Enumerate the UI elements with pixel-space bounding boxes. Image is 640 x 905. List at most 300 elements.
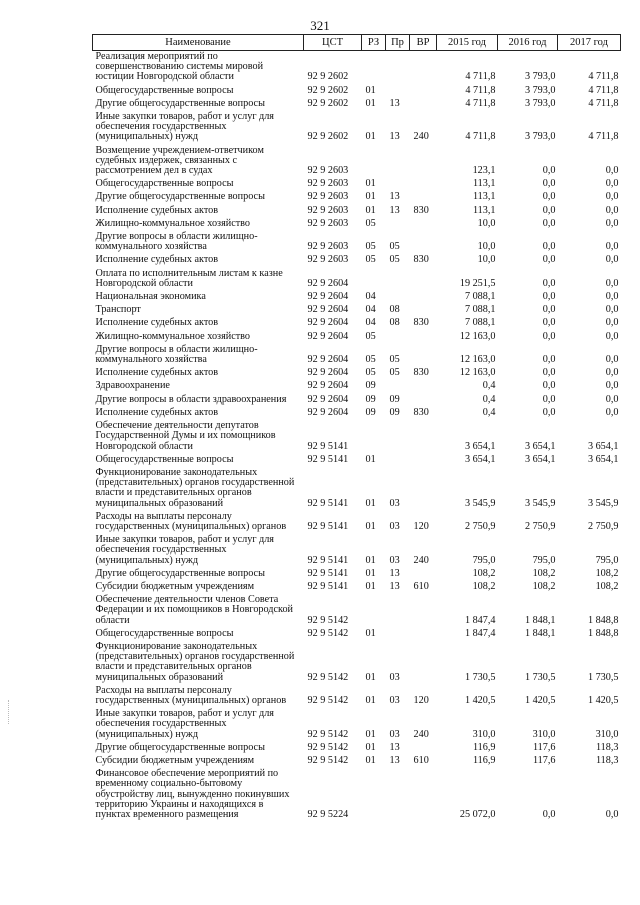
cell-rz: 01 [365,191,376,203]
cell-2017: 4 711,8 [588,131,619,143]
cell-vr [410,291,437,304]
cell-vr: 240 [413,131,429,143]
cell-2017: 0,0 [605,165,619,177]
cell-2016: 3 793,0 [524,84,556,96]
table-row [93,111,621,145]
cell-rz [362,268,386,291]
cell-2015: 4 711,8 [465,84,496,96]
cell-cst: 92 9 5141 [307,520,349,532]
cell-pr [386,218,410,231]
cell-rz: 05 [365,254,376,266]
cell-2017: 0,0 [605,367,619,379]
cell-2017: 0,0 [605,317,619,329]
cell-2015: 12 163,0 [459,330,496,342]
table-row [93,768,621,822]
cell-2015: 4 711,8 [465,97,496,109]
table-row [93,205,621,218]
cell-2016: 0,0 [542,317,556,329]
cell-2017: 0,0 [605,204,619,216]
cell-pr: 03 [389,671,400,683]
cell-cst: 92 9 5142 [307,728,349,740]
cell-vr [410,145,437,179]
cell-2015: 10,0 [477,241,496,253]
cell-vr [410,98,437,111]
cell-vr: 830 [413,367,429,379]
table-row [93,98,621,111]
cell-2015: 7 088,1 [464,304,496,316]
cell-2016: 0,0 [542,354,556,366]
cell-2015: 10,0 [477,254,496,266]
cell-vr [410,768,437,822]
cell-name: Обеспечение деятельности членов Совета Федерации и их помощников в Новгородской области [95,594,293,626]
cell-2015: 19 251,5 [459,277,496,289]
cell-cst: 92 9 2603 [307,241,349,253]
cell-name: Исполнение судебных актов [95,317,219,329]
table-header-row [93,35,621,51]
cell-2017: 0,0 [605,406,619,418]
cell-2016: 0,0 [542,204,556,216]
cell-cst: 92 9 2603 [307,204,349,216]
cell-2015: 113,1 [472,178,496,190]
cell-name: Здравоохранение [95,380,170,392]
cell-2015: 1 730,5 [464,671,496,683]
table-row [93,218,621,231]
table-row [93,420,621,454]
cell-cst: 92 9 2603 [307,191,349,203]
cell-2016: 1 420,5 [524,694,556,706]
cell-2016: 3 793,0 [524,131,556,143]
cell-name: Общегосударственные вопросы [95,84,234,96]
cell-cst: 92 9 2602 [307,84,349,96]
cell-2016: 0,0 [542,330,556,342]
cell-rz: 04 [365,317,376,329]
cell-pr: 13 [389,191,400,203]
cell-2015: 1 847,4 [464,614,496,626]
cell-vr [410,394,437,407]
cell-2015: 3 654,1 [464,440,496,452]
cell-rz: 04 [365,304,376,316]
table-row [93,755,621,768]
cell-cst: 92 9 2604 [307,277,349,289]
cell-2016: 2 750,9 [524,520,556,532]
cell-cst: 92 9 2604 [307,393,349,405]
table-row [93,178,621,191]
header-2015: 2015 год [437,35,498,51]
header-2017: 2017 год [558,35,621,51]
cell-pr: 05 [389,241,400,253]
cell-2017: 118,3 [595,754,619,766]
table-row [93,380,621,393]
cell-2017: 2 750,9 [587,520,619,532]
cell-2016: 0,0 [542,809,556,820]
cell-2016: 0,0 [542,393,556,405]
cell-cst: 92 9 5142 [307,754,349,766]
cell-rz [362,768,386,822]
cell-2015: 3 545,9 [464,497,496,509]
table-row [93,344,621,367]
cell-name: Финансовое обеспечение мероприятий по временному социально-бытовому обустройству лиц, вынужденно покинувших территорию Украины и находящихся в пунктах временного размещения [95,768,290,820]
cell-2016: 0,0 [542,291,556,303]
cell-pr [386,454,410,467]
header-name: Наименование [93,35,304,51]
cell-name: Иные закупки товаров, работ и услуг для обеспечения государственных (муниципальных) нужд [95,534,274,566]
cell-rz: 01 [365,84,376,96]
cell-2017: 4 711,8 [588,71,619,83]
cell-name: Оплата по исполнительным листам к казне Новгородской области [95,267,283,289]
cell-vr [410,85,437,98]
cell-cst: 92 9 2604 [307,330,349,342]
cell-pr: 05 [389,354,400,366]
cell-cst: 92 9 5141 [307,497,349,509]
cell-name: Субсидии бюджетным учреждениям [95,754,255,766]
cell-2016: 0,0 [542,277,556,289]
table-row [93,367,621,380]
cell-name: Исполнение судебных актов [95,367,219,379]
cell-cst: 92 9 5224 [307,809,349,820]
cell-pr: 13 [389,741,400,753]
cell-cst: 92 9 2603 [307,217,349,229]
cell-cst: 92 9 2604 [307,380,349,392]
cell-vr [410,268,437,291]
cell-rz: 01 [365,131,376,143]
cell-pr [386,268,410,291]
cell-2015: 1 847,4 [464,627,496,639]
cell-pr [386,145,410,179]
table-row [93,394,621,407]
cell-2017: 1 730,5 [587,671,619,683]
cell-rz: 01 [365,204,376,216]
cell-cst: 92 9 2603 [307,254,349,266]
table-row [93,331,621,344]
cell-rz: 09 [365,380,376,392]
cell-pr: 13 [389,567,400,579]
cell-vr: 830 [413,254,429,266]
cell-2015: 0,4 [482,406,496,418]
table-row [93,685,621,708]
cell-2017: 1 848,8 [587,627,619,639]
cell-rz [362,145,386,179]
cell-2017: 108,2 [595,580,619,592]
cell-vr [410,331,437,344]
cell-name: Возмещение учреждением-ответчиком судебных издержек, связанных с рассмотрением дел в судах [95,144,264,177]
table-row [93,304,621,317]
cell-2015: 108,2 [472,567,496,579]
cell-cst: 92 9 5142 [307,741,349,753]
cell-2016: 117,6 [532,754,556,766]
cell-2015: 3 654,1 [464,453,496,465]
cell-rz: 01 [365,453,376,465]
cell-name: Другие общегосударственные вопросы [95,741,265,753]
cell-rz: 04 [365,291,376,303]
cell-cst: 92 9 5141 [307,554,349,566]
cell-2016: 117,6 [532,741,556,753]
cell-rz: 05 [365,330,376,342]
cell-name: Жилищно-коммунальное хозяйство [95,217,251,229]
table-row [93,594,621,628]
cell-2017: 0,0 [605,393,619,405]
cell-pr: 13 [389,131,400,143]
cell-cst: 92 9 5141 [307,567,349,579]
table-row [93,254,621,267]
cell-pr: 08 [389,304,400,316]
cell-cst: 92 9 2603 [307,165,349,177]
cell-name: Исполнение судебных актов [95,204,219,216]
cell-pr: 09 [389,393,400,405]
cell-vr [410,380,437,393]
cell-2017: 3 654,1 [587,440,619,452]
cell-vr: 830 [413,317,429,329]
cell-pr: 13 [389,204,400,216]
cell-2016: 0,0 [542,217,556,229]
cell-2017: 0,0 [605,191,619,203]
cell-pr: 13 [389,580,400,592]
cell-2017: 310,0 [595,728,619,740]
cell-rz [362,420,386,454]
cell-2016: 3 793,0 [524,71,556,83]
cell-rz: 01 [365,497,376,509]
cell-name: Субсидии бюджетным учреждениям [95,580,255,592]
table-row [93,291,621,304]
cell-pr: 05 [389,254,400,266]
cell-vr [410,231,437,254]
cell-pr: 13 [389,97,400,109]
cell-2016: 0,0 [542,406,556,418]
cell-2017: 0,0 [605,304,619,316]
table-row [93,742,621,755]
cell-2017: 118,3 [595,741,619,753]
cell-vr: 120 [413,694,429,706]
cell-2017: 0,0 [605,277,619,289]
cell-2015: 12 163,0 [459,354,496,366]
cell-vr [410,742,437,755]
table-row [93,467,621,511]
cell-vr: 240 [413,728,429,740]
cell-2015: 113,1 [472,191,496,203]
cell-vr [410,420,437,454]
table-row [93,454,621,467]
cell-cst: 92 9 2602 [307,131,349,143]
cell-cst: 92 9 5142 [307,614,349,626]
cell-name: Другие общегосударственные вопросы [95,97,265,109]
cell-vr: 610 [413,580,429,592]
cell-2017: 0,0 [605,354,619,366]
cell-cst: 92 9 2603 [307,178,349,190]
cell-2015: 4 711,8 [465,131,496,143]
cell-pr: 03 [389,694,400,706]
table-row [93,511,621,534]
cell-2015: 7 088,1 [464,317,496,329]
cell-2015: 2 750,9 [464,520,496,532]
cell-vr [410,594,437,628]
cell-vr [410,51,437,85]
cell-2015: 113,1 [472,204,496,216]
table-row [93,231,621,254]
cell-2017: 0,0 [605,809,619,820]
cell-rz [362,594,386,628]
header-2016: 2016 год [498,35,558,51]
cell-vr: 120 [413,520,429,532]
cell-rz: 05 [365,367,376,379]
cell-pr [386,51,410,85]
cell-cst: 92 9 2604 [307,304,349,316]
header-rz: РЗ [362,35,386,51]
cell-cst: 92 9 5141 [307,440,349,452]
cell-2016: 0,0 [542,304,556,316]
table-row [93,145,621,179]
cell-2015: 0,4 [482,393,496,405]
cell-2016: 3 793,0 [524,97,556,109]
cell-2016: 1 848,1 [524,627,556,639]
cell-2017: 1 848,8 [587,614,619,626]
cell-2017: 0,0 [605,178,619,190]
cell-cst: 92 9 2604 [307,367,349,379]
cell-2015: 108,2 [472,580,496,592]
cell-2017: 1 420,5 [587,694,619,706]
cell-cst: 92 9 2602 [307,97,349,109]
cell-cst: 92 9 5142 [307,694,349,706]
cell-name: Исполнение судебных актов [95,406,219,418]
cell-name: Обеспечение деятельности депутатов Государственной Думы и их помощников Новгородской области [95,420,276,452]
cell-name: Жилищно-коммунальное хозяйство [95,330,251,342]
cell-pr [386,768,410,822]
cell-pr: 09 [389,406,400,418]
cell-pr: 05 [389,367,400,379]
cell-vr: 610 [413,754,429,766]
cell-2016: 3 654,1 [524,440,556,452]
cell-name: Другие вопросы в области жилищно-коммунального хозяйства [95,343,258,366]
cell-2016: 108,2 [532,580,556,592]
cell-2017: 4 711,8 [588,97,619,109]
cell-pr: 03 [389,497,400,509]
cell-cst: 92 9 2604 [307,317,349,329]
cell-vr [410,454,437,467]
cell-2016: 0,0 [542,380,556,392]
cell-rz: 05 [365,241,376,253]
cell-rz: 01 [365,178,376,190]
cell-vr [410,568,437,581]
cell-name: Функционирование законодательных (представительных) органов государственной власти и представительных органов муниципальных образований [95,466,295,509]
table-row [93,407,621,420]
cell-name: Расходы на выплаты персоналу государственных (муниципальных) органов [95,684,287,706]
cell-vr: 240 [413,554,429,566]
cell-2015: 25 072,0 [459,809,496,820]
cell-rz [362,51,386,85]
cell-name: Другие вопросы в области здравоохранения [95,393,287,405]
cell-name: Общегосударственные вопросы [95,178,234,190]
header-cst: ЦСТ [304,35,362,51]
cell-2017: 0,0 [605,291,619,303]
header-pr: Пр [386,35,410,51]
cell-cst: 92 9 5141 [307,580,349,592]
cell-rz: 01 [365,754,376,766]
page-number: 321 [310,18,330,33]
cell-vr: 830 [413,204,429,216]
cell-rz: 09 [365,406,376,418]
cell-name: Транспорт [95,304,141,316]
cell-2015: 795,0 [472,554,496,566]
cell-vr [410,467,437,511]
cell-name: Иные закупки товаров, работ и услуг для обеспечения государственных (муниципальных) нужд [95,111,274,143]
cell-rz: 01 [365,728,376,740]
table-row [93,268,621,291]
cell-rz: 01 [365,694,376,706]
cell-2016: 0,0 [542,254,556,266]
table-body [93,51,621,823]
cell-cst: 92 9 5142 [307,671,349,683]
cell-2016: 108,2 [532,567,556,579]
cell-2016: 0,0 [542,367,556,379]
table-row [93,534,621,568]
cell-vr [410,628,437,641]
cell-pr [386,85,410,98]
cell-pr: 13 [389,754,400,766]
cell-vr [410,344,437,367]
cell-2017: 3 654,1 [587,453,619,465]
cell-2017: 0,0 [605,330,619,342]
cell-2016: 0,0 [542,165,556,177]
cell-pr: 03 [389,520,400,532]
cell-vr [410,304,437,317]
margin-mark [8,700,10,724]
cell-2017: 0,0 [605,217,619,229]
cell-cst: 92 9 5142 [307,627,349,639]
cell-vr [410,178,437,191]
table-row [93,85,621,98]
cell-2016: 795,0 [532,554,556,566]
cell-2015: 12 163,0 [459,367,496,379]
cell-pr [386,178,410,191]
cell-rz: 01 [365,567,376,579]
header-vr: ВР [410,35,437,51]
cell-pr [386,291,410,304]
cell-2015: 116,9 [472,741,496,753]
cell-vr [410,641,437,685]
cell-name: Исполнение судебных актов [95,254,219,266]
cell-rz: 01 [365,554,376,566]
cell-2015: 10,0 [477,217,496,229]
cell-2015: 7 088,1 [464,291,496,303]
table-row [93,191,621,204]
cell-2015: 4 711,8 [465,71,496,83]
table-row [93,628,621,641]
cell-2016: 1 848,1 [524,614,556,626]
cell-cst: 92 9 5141 [307,453,349,465]
cell-2017: 108,2 [595,567,619,579]
cell-2017: 3 545,9 [587,497,619,509]
cell-2016: 1 730,5 [524,671,556,683]
table-row [93,581,621,594]
cell-rz: 01 [365,97,376,109]
cell-2015: 1 420,5 [464,694,496,706]
cell-cst: 92 9 2602 [307,71,349,83]
cell-2016: 310,0 [532,728,556,740]
cell-2016: 0,0 [542,191,556,203]
cell-pr [386,380,410,393]
cell-rz: 05 [365,217,376,229]
cell-2016: 0,0 [542,241,556,253]
table-row [93,641,621,685]
cell-cst: 92 9 2604 [307,354,349,366]
cell-2016: 0,0 [542,178,556,190]
cell-name: Расходы на выплаты персоналу государственных (муниципальных) органов [95,510,287,532]
table-row [93,568,621,581]
cell-2015: 123,1 [472,165,496,177]
cell-rz: 01 [365,741,376,753]
cell-2017: 795,0 [595,554,619,566]
cell-pr [386,331,410,344]
cell-2017: 0,0 [605,254,619,266]
cell-name: Общегосударственные вопросы [95,453,234,465]
